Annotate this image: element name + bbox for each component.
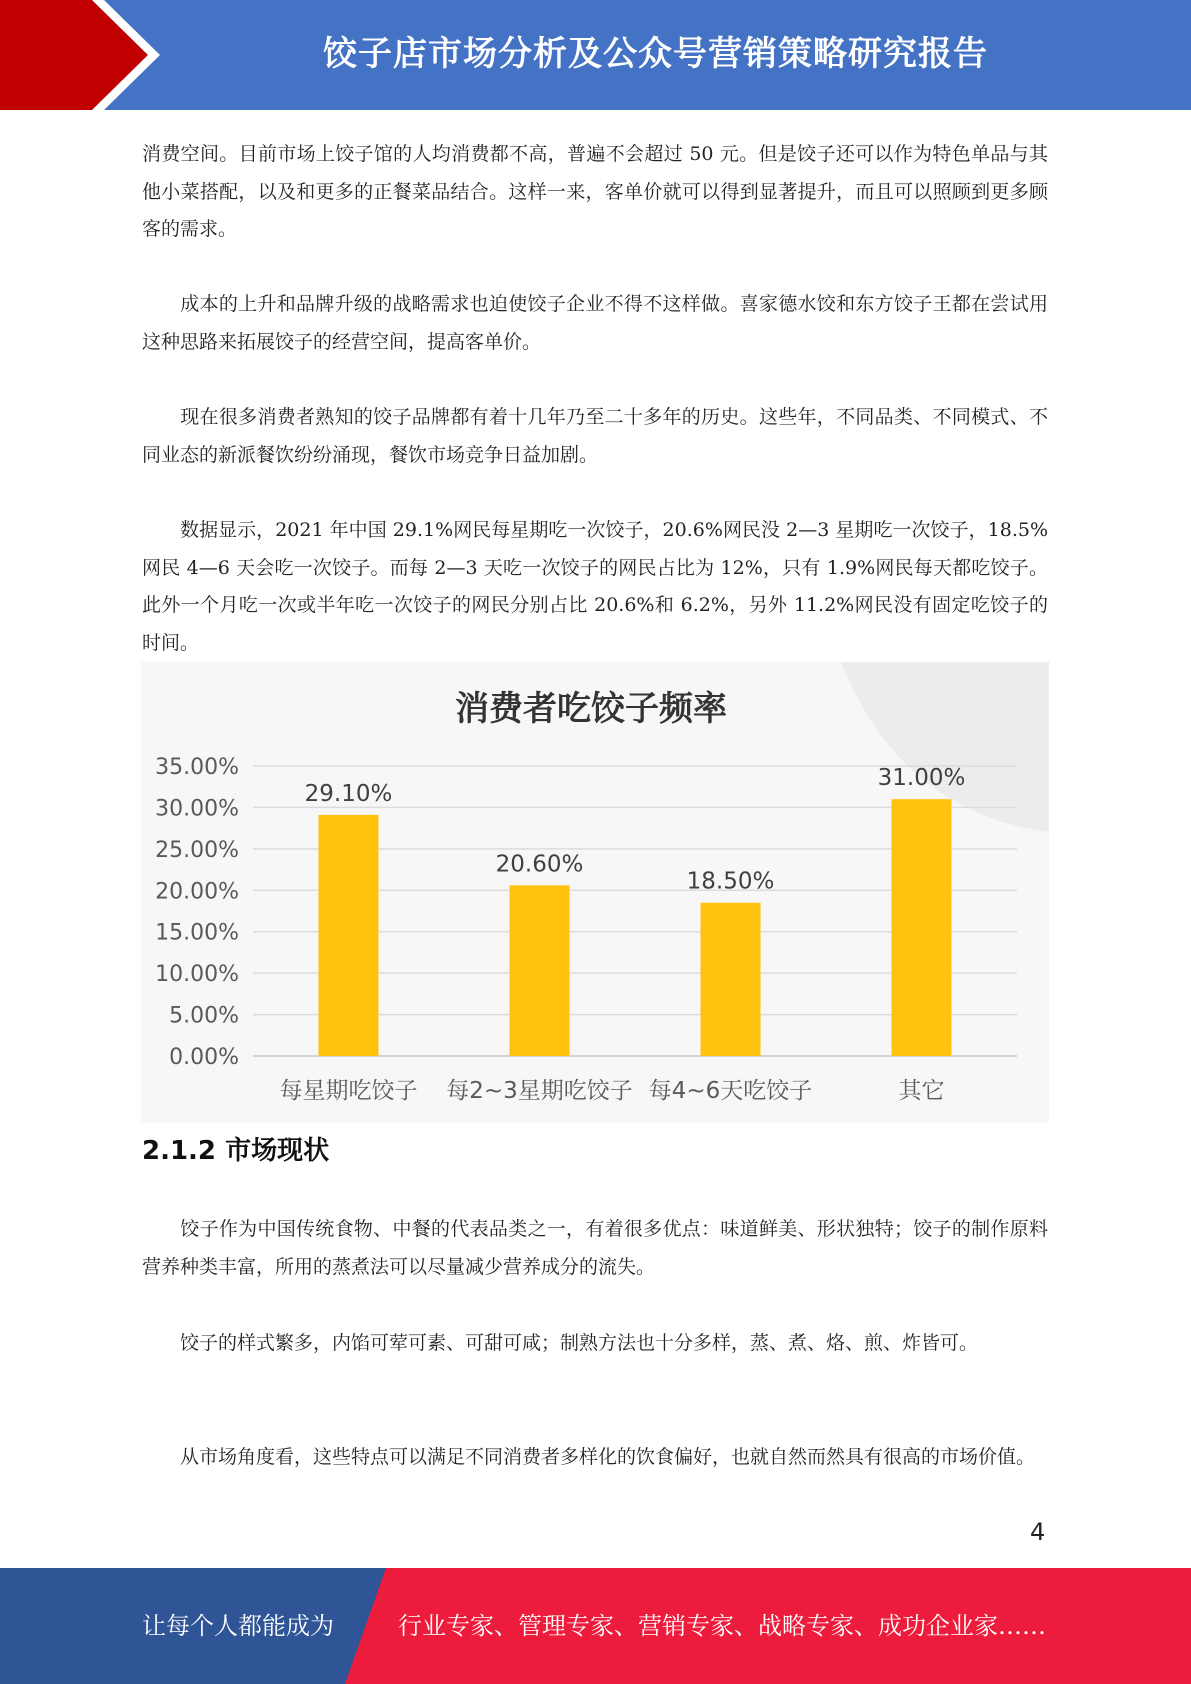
y-tick-label: 15.00%: [155, 920, 239, 946]
bar: [510, 885, 570, 1056]
chart-title: 消费者吃饺子频率: [455, 689, 727, 729]
y-tick-label: 25.00%: [155, 837, 239, 863]
page-header: [0, 0, 1191, 110]
y-tick-label: 20.00%: [155, 879, 239, 905]
section-paragraph-3-text: 从市场角度看，这些特点可以满足不同消费者多样化的饮食偏好，也就自然而然具有很高的市场价值。: [180, 1446, 1036, 1468]
y-tick-label: 10.00%: [155, 962, 239, 988]
header-title: 饺子店市场分析及公众号营销策略研究报告: [323, 34, 988, 74]
y-tick-label: 0.00%: [169, 1045, 239, 1070]
x-category-label: 其它: [898, 1078, 945, 1104]
frequency-chart: [141, 662, 1049, 1123]
bar-value-label: 29.10%: [304, 780, 393, 807]
x-category-label: 每4~6天吃饺子: [648, 1078, 813, 1104]
section-heading: 2.1.2 市场现状: [142, 1136, 330, 1166]
page-footer: [0, 1568, 1191, 1684]
x-category-label: 每星期吃饺子: [279, 1078, 418, 1104]
paragraph-4: [142, 512, 1048, 662]
section-paragraph-2: [142, 1325, 1048, 1363]
paragraph-2-text: 成本的上升和品牌升级的战略需求也迫使饺子企业不得不这样做。喜家德水饺和东方饺子王都在尝试用这种思路来拓展饺子的经营空间，提高客单价。: [142, 293, 1048, 353]
y-tick-label: 5.00%: [169, 1003, 239, 1029]
bar: [892, 799, 952, 1056]
bar-value-label: 18.50%: [686, 868, 775, 895]
paragraph-3: [142, 399, 1048, 474]
section-paragraph-1: [142, 1211, 1048, 1286]
page-number: 4: [1030, 1518, 1046, 1546]
chart-svg: [141, 662, 1049, 1123]
paragraph-3-text: 现在很多消费者熟知的饺子品牌都有着十几年乃至二十多年的历史。这些年，不同品类、不同模式、不同业态的新派餐饮纷纷涌现，餐饮市场竞争日益加剧。: [142, 406, 1048, 466]
section-paragraph-2-text: 饺子的样式繁多，内馅可荤可素、可甜可咸；制熟方法也十分多样，蒸、煮、烙、煎、炸皆可。: [180, 1332, 979, 1354]
bar-value-label: 31.00%: [877, 765, 966, 792]
section-paragraph-1-text: 饺子作为中国传统食物、中餐的代表品类之一，有着很多优点：味道鲜美、形状独特；饺子的制作原料营养种类丰富，所用的蒸煮法可以尽量减少营养成分的流失。: [142, 1218, 1048, 1278]
bar-value-label: 20.60%: [495, 851, 584, 878]
paragraph-1: 消费空间。目前市场上饺子馆的人均消费都不高，普遍不会超过 50 元。但是饺子还可以作为特色单品与其他小菜搭配，以及和更多的正餐菜品结合。这样一来，客单价就可以得到显著提升，而且可以照顾到更多顾客的需求。: [142, 143, 1048, 240]
bar: [701, 903, 761, 1056]
footer-slogan-right: 行业专家、管理专家、营销专家、战略专家、成功企业家……: [398, 1612, 1046, 1640]
y-tick-label: 35.00%: [155, 755, 239, 780]
bar: [319, 815, 379, 1056]
footer-slogan-left: 让每个人都能成为: [142, 1612, 334, 1640]
x-category-label: 每2~3星期吃饺子: [446, 1078, 633, 1104]
paragraph-2: [142, 286, 1048, 361]
header-arrow-decoration: [0, 0, 160, 110]
y-tick-label: 30.00%: [155, 796, 239, 822]
paragraph-4-text: 数据显示，2021 年中国 29.1%网民每星期吃一次饺子，20.6%网民没 2—3 星期吃一次饺子，18.5%网民 4—6 天会吃一次饺子。而每 2—3 天吃一次饺子的网民占比为 12%，只有 1.9%网民每天都吃饺子。此外一个月吃一次或半年吃一次饺子的网民分别占比 20.6%和 6.2%，另外 11.2%网民没有固定吃饺子的时间。: [142, 519, 1048, 654]
section-paragraph-3: [142, 1439, 1048, 1477]
